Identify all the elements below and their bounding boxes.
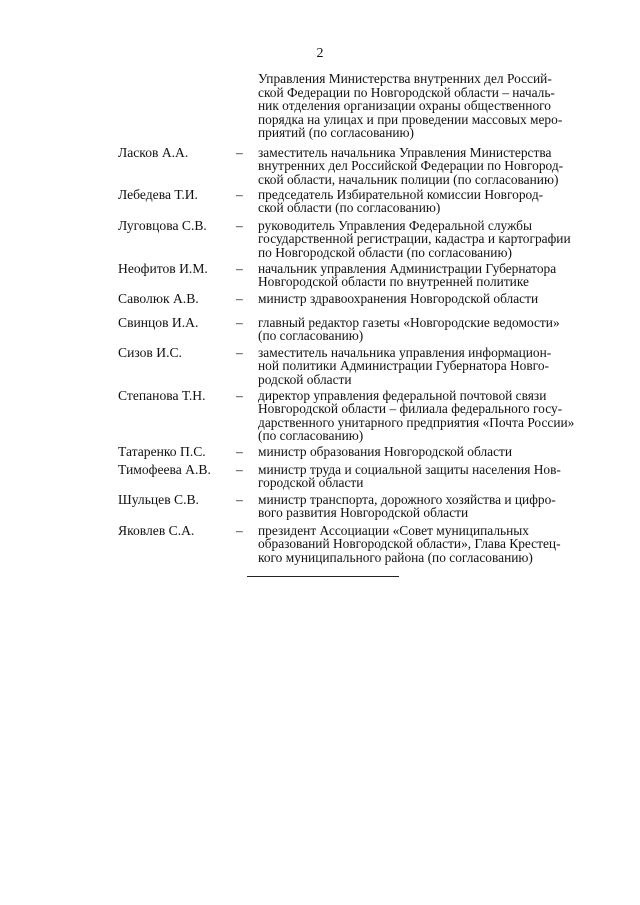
member-description: заместитель начальника Управления Министерства внутренних дел Российской Федерации по Новгород- ской области, начальник полиции (по согласованию) xyxy=(258,145,564,187)
member-name: Свинцов И.А. xyxy=(118,315,199,330)
member-description: заместитель начальника управления информацион- ной политики Администрации Губернатора Новго- родской области xyxy=(258,345,552,387)
member-description: главный редактор газеты «Новгородские ведомости» (по согласованию) xyxy=(258,315,560,344)
member-row xyxy=(0,146,640,186)
member-description: министр транспорта, дорожного хозяйства и цифро- вого развития Новгородской области xyxy=(258,492,556,521)
member-name: Яковлев С.А. xyxy=(118,523,195,538)
member-description: президент Ассоциации «Совет муниципальных образований Новгородской области», Глава Крестец- кого муниципального района (по согласованию) xyxy=(258,523,561,565)
member-dash: – xyxy=(236,492,243,507)
member-dash: – xyxy=(236,218,243,233)
member-row xyxy=(0,219,640,259)
end-rule xyxy=(247,576,399,577)
member-dash: – xyxy=(236,145,243,160)
member-name: Степанова Т.Н. xyxy=(118,388,206,403)
member-dash: – xyxy=(236,462,243,477)
member-dash: – xyxy=(236,444,243,459)
member-name: Шульцев С.В. xyxy=(118,492,199,507)
member-name: Лебедева Т.И. xyxy=(118,187,198,202)
member-name: Ласков А.А. xyxy=(118,145,189,160)
member-dash: – xyxy=(236,315,243,330)
member-description: директор управления федеральной почтовой связи Новгородской области – филиала федерального госу- дарственного унитарного предприятия «Почта России» (по согласованию) xyxy=(258,388,575,444)
member-description: министр труда и социальной защиты населения Нов- городской области xyxy=(258,462,561,491)
member-dash: – xyxy=(236,388,243,403)
member-row xyxy=(0,388,640,444)
member-description: председатель Избирательной комиссии Новгород- ской области (по согласованию) xyxy=(258,187,544,216)
member-name: Тимофеева А.В. xyxy=(118,462,211,477)
member-name: Сизов И.С. xyxy=(118,345,182,360)
member-name: Неофитов И.М. xyxy=(118,261,208,276)
member-row xyxy=(0,524,640,564)
member-dash: – xyxy=(236,187,243,202)
member-name: Татаренко П.С. xyxy=(118,444,206,459)
member-description: министр образования Новгородской области xyxy=(258,444,513,459)
member-name: Луговцова С.В. xyxy=(118,218,207,233)
member-description: начальник управления Администрации Губернатора Новгородской области по внутренней политике xyxy=(258,261,557,290)
member-dash: – xyxy=(236,523,243,538)
member-dash: – xyxy=(236,291,243,306)
member-dash: – xyxy=(236,345,243,360)
member-description: руководитель Управления Федеральной службы государственной регистрации, кадастра и картографии по Новгородской области (по согласованию) xyxy=(258,218,571,260)
page-number: 2 xyxy=(316,46,324,61)
member-dash: – xyxy=(236,261,243,276)
member-name: Саволюк А.В. xyxy=(118,291,199,306)
member-description: министр здравоохранения Новгородской области xyxy=(258,291,539,306)
member-row xyxy=(0,346,640,386)
continuation-text: Управления Министерства внутренних дел Россий- ской Федерации по Новгородской области – началь- ник отделения организации охраны общественного порядка на улицах и при проведении массовых меро- приятий (по согласованию) xyxy=(258,71,563,141)
